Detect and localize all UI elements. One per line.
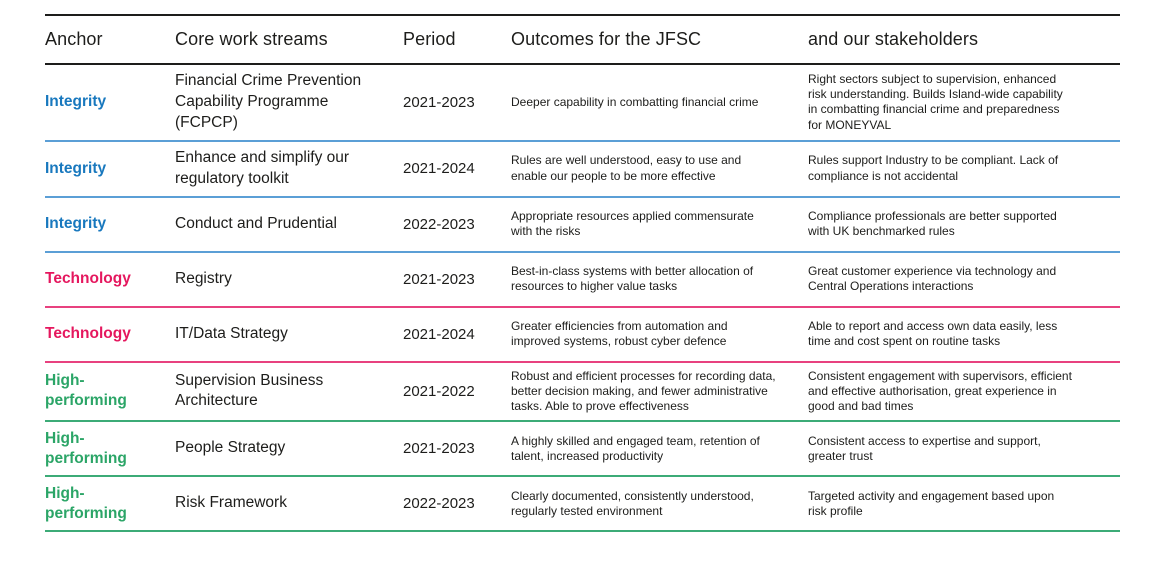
- table-row: [45, 477, 1120, 532]
- work-stream-name: IT/Data Strategy: [175, 324, 288, 342]
- work-stream-name: Enhance and simplify our regulatory toolkit: [175, 148, 350, 187]
- work-stream-name: Financial Crime Prevention Capability Programme (FCPCP): [175, 72, 362, 131]
- outcome-jfsc: Robust and efficient processes for recording data, better decision making, and fewer administrative tasks. Able to prove effectiveness: [511, 368, 776, 414]
- table-body: [45, 65, 1120, 532]
- header-outcomes-jfsc: Outcomes for the JFSC: [511, 29, 702, 49]
- table-row: [45, 308, 1120, 363]
- period-value: 2021-2023: [403, 440, 475, 458]
- header-period: Period: [403, 29, 456, 49]
- outcome-stakeholders: Able to report and access own data easily, less time and cost spent on routine tasks: [808, 318, 1058, 349]
- outcome-stakeholders: Great customer experience via technology and Central Operations interactions: [808, 263, 1057, 294]
- outcome-stakeholders: Compliance professionals are better supported with UK benchmarked rules: [808, 208, 1057, 239]
- table-header-row: [45, 14, 1120, 65]
- anchor-label: High-performing: [45, 484, 127, 522]
- outcome-jfsc: Clearly documented, consistently understood, regularly tested environment: [511, 488, 754, 518]
- anchor-label: Technology: [45, 325, 131, 343]
- period-value: 2022-2023: [403, 215, 475, 233]
- outcome-stakeholders: Rules support Industry to be compliant. Lack of compliance is not accidental: [808, 153, 1059, 183]
- table-row: [45, 253, 1120, 308]
- table-row: [45, 65, 1120, 142]
- work-stream-name: People Strategy: [175, 439, 286, 457]
- anchor-label: Integrity: [45, 215, 107, 233]
- work-stream-name: Conduct and Prudential: [175, 214, 338, 232]
- outcome-stakeholders: Targeted activity and engagement based upon risk profile: [808, 488, 1055, 518]
- outcome-stakeholders: Right sectors subject to supervision, enhanced risk understanding. Builds Island-wide capability in combatting financial crime and preparedness for MONEYVAL: [808, 71, 1063, 132]
- outcome-stakeholders: Consistent engagement with supervisors, efficient and effective authorisation, great experience in good and bad times: [808, 368, 1072, 414]
- work-streams-table: [45, 14, 1120, 532]
- outcome-jfsc: Greater efficiencies from automation and improved systems, robust cyber defence: [511, 318, 728, 349]
- anchor-label: Integrity: [45, 159, 107, 177]
- anchor-label: Technology: [45, 270, 131, 288]
- header-work-streams: Core work streams: [175, 29, 328, 49]
- table-row: [45, 363, 1120, 423]
- table-row: [45, 142, 1120, 198]
- period-value: 2021-2024: [403, 160, 475, 178]
- anchor-label: High-performing: [45, 429, 127, 467]
- outcome-jfsc: Rules are well understood, easy to use and enable our people to be more effective: [511, 153, 742, 183]
- outcome-jfsc: A highly skilled and engaged team, retention of talent, increased productivity: [511, 433, 760, 463]
- outcome-jfsc: Appropriate resources applied commensurate with the risks: [511, 208, 754, 239]
- period-value: 2021-2023: [403, 93, 475, 111]
- period-value: 2021-2023: [403, 270, 475, 288]
- period-value: 2022-2023: [403, 495, 475, 513]
- header-stakeholders: and our stakeholders: [808, 29, 979, 49]
- anchor-label: Integrity: [45, 93, 107, 111]
- period-value: 2021-2024: [403, 325, 475, 343]
- outcome-jfsc: Deeper capability in combatting financial crime: [511, 94, 759, 109]
- outcome-stakeholders: Consistent access to expertise and support, greater trust: [808, 433, 1041, 463]
- header-anchor: Anchor: [45, 29, 103, 49]
- table-row: [45, 422, 1120, 477]
- work-stream-name: Risk Framework: [175, 494, 287, 512]
- anchor-label: High-performing: [45, 372, 127, 410]
- table-row: [45, 198, 1120, 253]
- work-stream-name: Supervision Business Architecture: [175, 371, 324, 410]
- work-stream-name: Registry: [175, 269, 232, 287]
- period-value: 2021-2022: [403, 382, 475, 400]
- outcome-jfsc: Best-in-class systems with better allocation of resources to higher value tasks: [511, 263, 754, 294]
